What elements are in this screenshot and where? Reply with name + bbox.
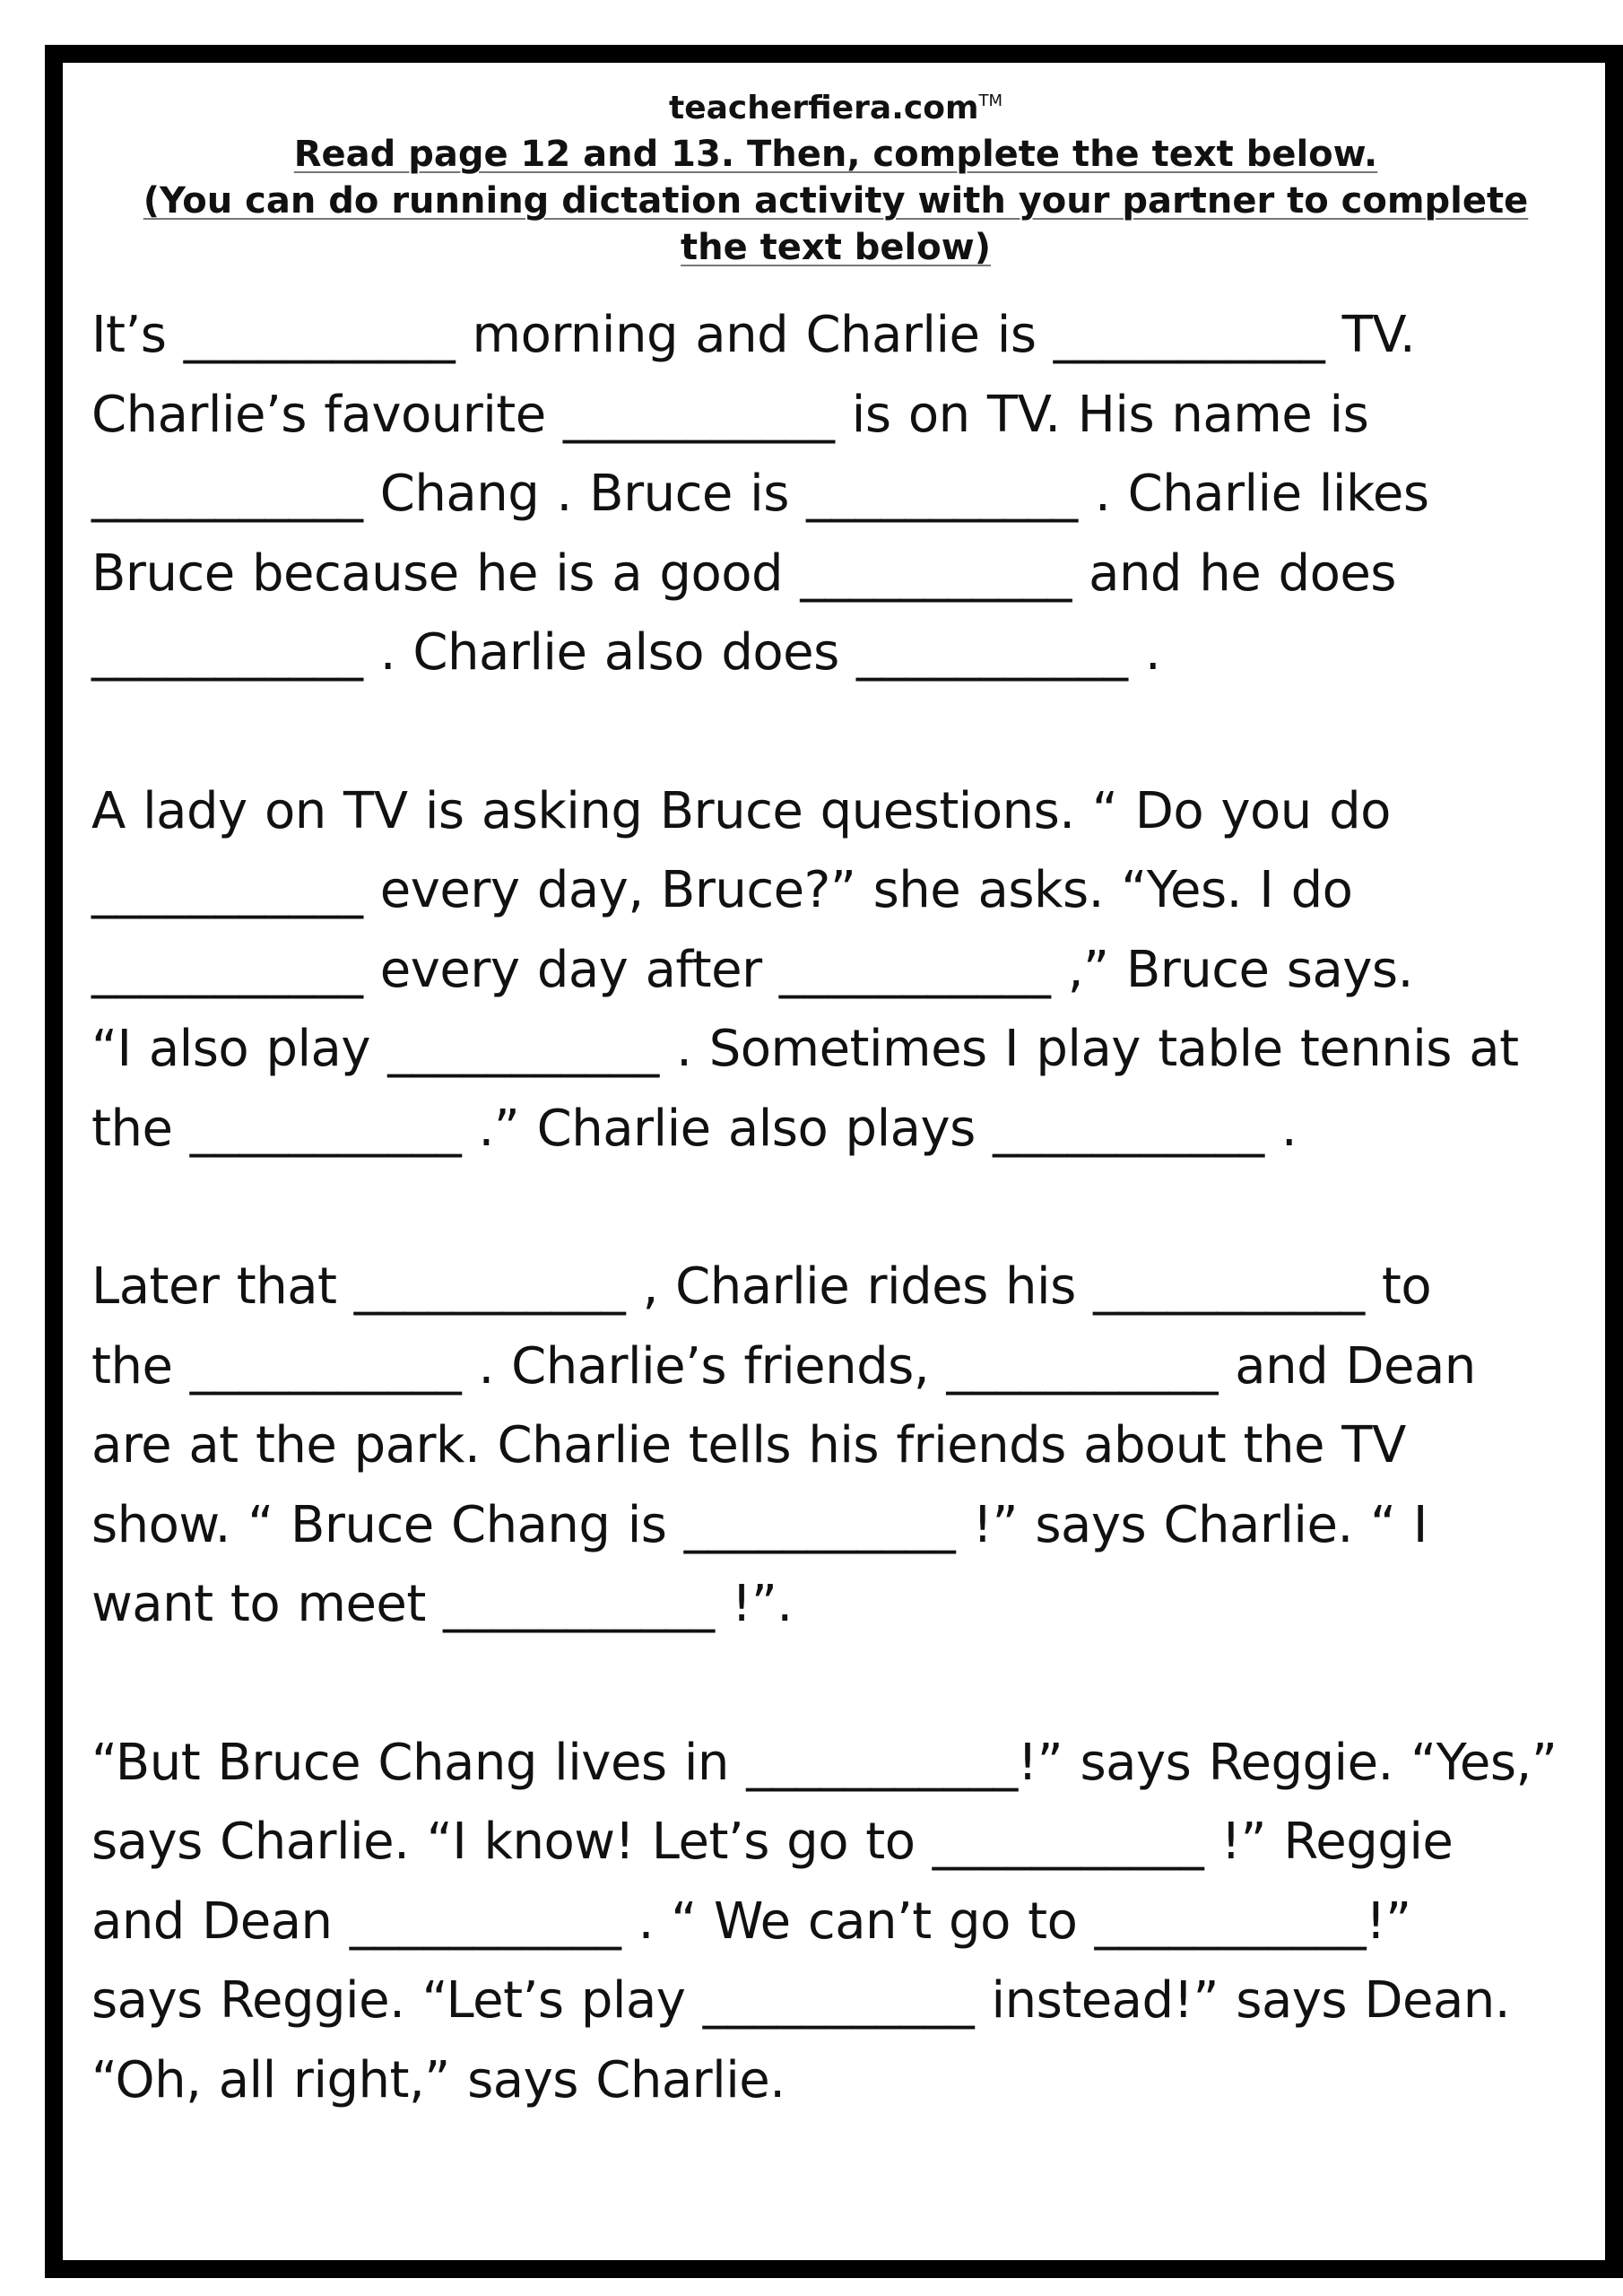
brand-line: [91, 79, 1580, 131]
paragraph-4: [91, 1724, 1580, 2121]
instruction-line-3: the text below): [681, 227, 991, 268]
text-line: It’s ___________ morning and Charlie is ___________ TV.: [91, 306, 1416, 364]
worksheet-content: [63, 63, 1605, 2260]
text-line: says Charlie. “I know! Let’s go to ___________ !” Reggie: [91, 1813, 1454, 1871]
trademark-mark: TM: [978, 91, 1002, 110]
worksheet-border: [45, 45, 1623, 2278]
paragraph-1: [91, 296, 1580, 693]
text-line: Later that ___________ , Charlie rides his ___________ to: [91, 1257, 1432, 1316]
text-line: are at the park. Charlie tells his friends about the TV: [91, 1416, 1406, 1474]
paragraph-3: [91, 1248, 1580, 1645]
instruction-line-1: Read page 12 and 13. Then, complete the text below.: [293, 134, 1378, 175]
cloze-text: [91, 296, 1580, 2120]
paragraph-2: [91, 772, 1580, 1170]
brand-name: teacherfiera.com: [669, 90, 979, 126]
text-line: ___________ . Charlie also does ___________ .: [91, 623, 1161, 682]
text-line: “Oh, all right,” says Charlie.: [91, 2050, 785, 2109]
text-line: Charlie’s favourite ___________ is on TV. His name is: [91, 385, 1369, 444]
text-line: the ___________ . Charlie’s friends, ___________ and Dean: [91, 1336, 1476, 1396]
worksheet-header: [91, 63, 1580, 271]
text-line: want to meet ___________ !”.: [91, 1575, 793, 1633]
text-line: show. “ Bruce Chang is ___________ !” says Charlie. “ I: [91, 1495, 1428, 1554]
text-line: ___________ every day after ___________ ,” Bruce says.: [91, 940, 1413, 999]
text-line: A lady on TV is asking Bruce questions. “ Do you do: [91, 781, 1391, 840]
text-line: “I also play ___________ . Sometimes I play table tennis at: [91, 1020, 1519, 1078]
instruction-line-2: (You can do running dictation activity with your partner to complete: [143, 180, 1529, 222]
text-line: says Reggie. “Let’s play ___________ instead!” says Dean.: [91, 1971, 1511, 2030]
text-line: Bruce because he is a good ___________ and he does: [91, 544, 1396, 603]
text-line: “But Bruce Chang lives in ___________!” says Reggie. “Yes,”: [91, 1733, 1558, 1792]
text-line: ___________ every day, Bruce?” she asks. “Yes. I do: [91, 861, 1353, 919]
text-line: the ___________ .” Charlie also plays ___________ .: [91, 1099, 1298, 1158]
text-line: ___________ Chang . Bruce is ___________ . Charlie likes: [91, 465, 1429, 523]
text-line: and Dean ___________ . “ We can’t go to ___________!”: [91, 1892, 1411, 1951]
